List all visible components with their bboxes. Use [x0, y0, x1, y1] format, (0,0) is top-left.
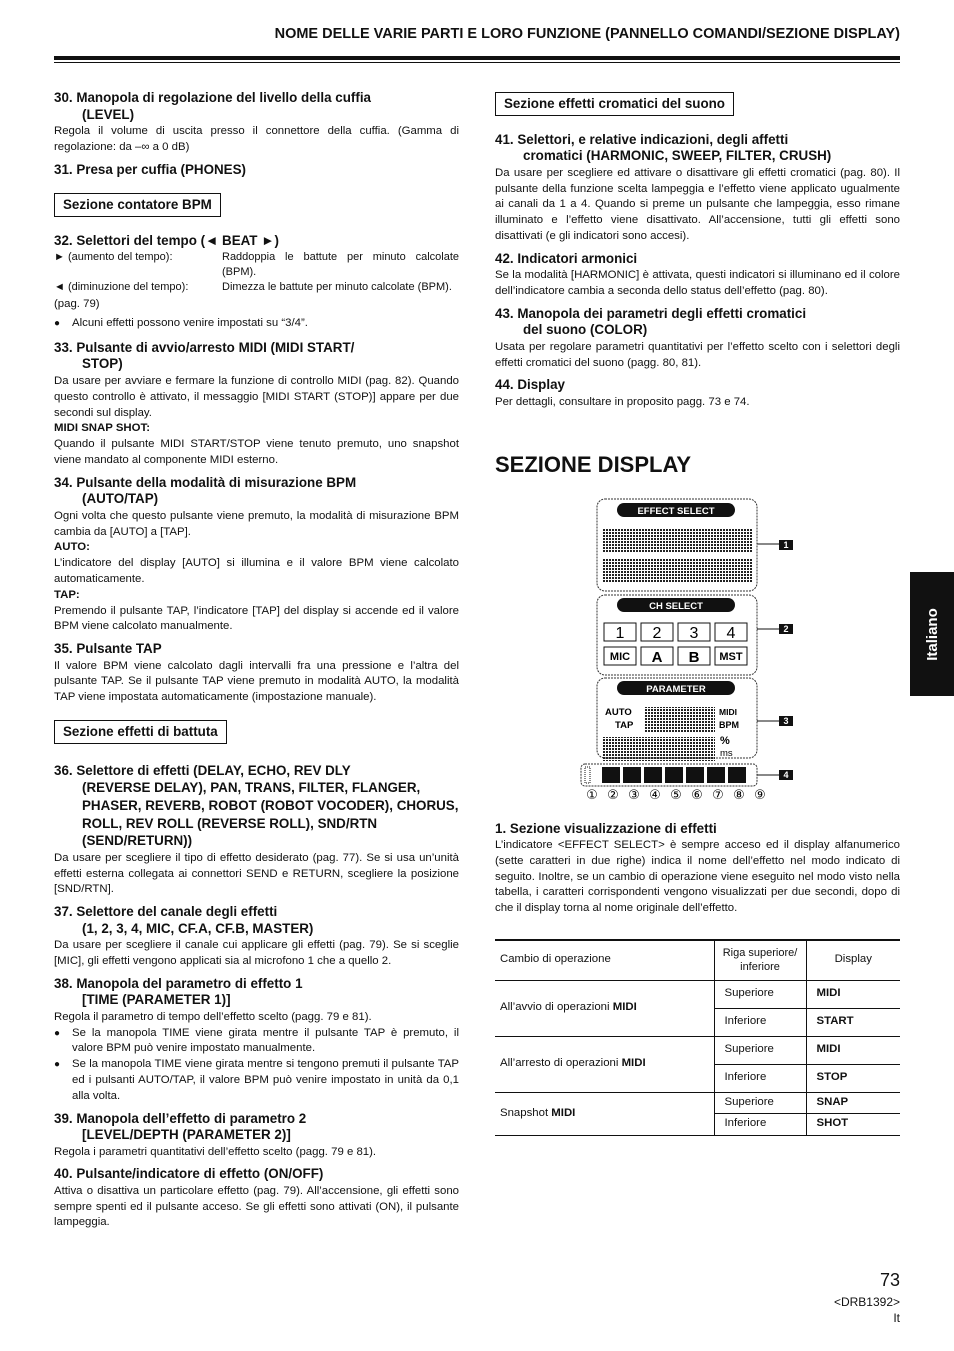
- bullet-32: ● Alcuni effetti possono venire impostati su “3/4”.: [54, 316, 459, 332]
- circle-2: ②: [607, 787, 619, 801]
- text-33-sub: MIDI SNAP SHOT:: [54, 422, 150, 435]
- table-row: [495, 980, 900, 1008]
- bullet-38b: ● Se la manopola TIME viene girata mentre si tengono premuti il pulsante TAP ed i pulsanti AUTO/TAP, il valore BPM può venire impostato in unità da 0,1 alla volta.: [54, 1057, 459, 1104]
- header-rule-thin: [54, 62, 900, 63]
- text-34-tap: TAP:: [54, 588, 80, 601]
- heading-38: 38. Manopola del parametro di effetto 1 [TIME (PARAMETER 1)]: [54, 975, 303, 1008]
- table-row: [495, 1036, 900, 1064]
- channel-boxes: [604, 623, 747, 642]
- circle-1: ①: [586, 787, 598, 801]
- text-39: Regola i parametri quantitativi dell’effetto scelto (pagg. 79 e 81).: [54, 1145, 377, 1158]
- mic-label: MIC: [609, 650, 631, 663]
- ch-label-4: 4: [726, 624, 736, 642]
- text-38: Regola il parametro di tempo dell’effetto scelto (pagg. 79 e 81).: [54, 1010, 372, 1023]
- page-number: 73: [879, 1270, 900, 1290]
- table-cell: Inferiore: [714, 1113, 806, 1135]
- heading-32: 32. Selettori del tempo (◄ BEAT ►): [54, 232, 279, 248]
- a-label: A: [651, 648, 663, 666]
- table-cell: STOP: [806, 1064, 900, 1092]
- heading-30: 30. Manopola di regolazione del livello della cuffia (LEVEL): [54, 90, 371, 122]
- table-header-row: [495, 940, 900, 980]
- heading-34: 34. Pulsante della modalità di misurazione BPM (AUTO/TAP): [54, 474, 357, 507]
- text-34-auto: AUTO:: [54, 541, 90, 554]
- doc-code-lang: It: [893, 1311, 900, 1325]
- circle-7: ⑦: [712, 787, 724, 801]
- table-cell: START: [806, 1008, 900, 1036]
- heading-37: 37. Selettore del canale degli effetti (1, 2, 3, 4, MIC, CF.A, CF.B, MASTER): [54, 904, 314, 936]
- meter-segment-1: [602, 767, 620, 783]
- text-32: (pag. 79): [54, 298, 100, 311]
- text-30: Regola il volume di uscita presso il connettore della cuffia. (Gamma di regolazione: da –∞ a 0 dB): [54, 125, 459, 153]
- table-cell: Inferiore: [714, 1064, 806, 1092]
- effect-select-label: EFFECT SELECT: [637, 505, 715, 517]
- left-column: [54, 86, 459, 1231]
- header-rule: [54, 56, 900, 60]
- meter-segment-7: [728, 767, 746, 783]
- heading-35: 35. Pulsante TAP: [54, 641, 162, 657]
- language-tab: [910, 572, 954, 696]
- ch-label-2: 2: [652, 624, 662, 642]
- level-meter: [585, 767, 746, 783]
- circle-3: ③: [628, 787, 640, 801]
- display-diagram-svg: [495, 481, 900, 801]
- circle-4: ④: [649, 787, 661, 801]
- meter-segment-2: [623, 767, 641, 783]
- heading-s1: 1. Sezione visualizzazione di effetti: [495, 820, 717, 836]
- heading-41: 41. Selettori, e relative indicazioni, degli affetti cromatici (HARMONIC, SWEEP, FILTER, CRUSH): [495, 131, 832, 164]
- section-title: SEZIONE DISPLAY: [495, 451, 692, 477]
- def-key: ► (aumento del tempo):: [54, 251, 173, 264]
- meter-segment-6: [707, 767, 725, 783]
- text-34: Ogni volta che questo pulsante viene premuto, la modalità di misurazione BPM cambia da [AUTO] a [TAP].: [54, 509, 459, 538]
- table-cell-op: Snapshot MIDI: [495, 1092, 714, 1135]
- ch-label-3: 3: [689, 624, 699, 642]
- right-column: [495, 78, 900, 1136]
- midi-indicator: MIDI: [719, 706, 737, 717]
- table-header: Display: [806, 940, 900, 980]
- table-row: [495, 1092, 900, 1113]
- parameter-label: PARAMETER: [646, 683, 706, 695]
- def-val: Raddoppia le battute per minuto calcolate (BPM).: [222, 251, 459, 279]
- tap-indicator: TAP: [615, 719, 634, 731]
- display-diagram: [495, 481, 900, 801]
- mst-label: MST: [719, 650, 743, 663]
- table-cell-op: All’avvio di operazioni MIDI: [495, 980, 714, 1036]
- text-33b: Quando il pulsante MIDI START/STOP viene tenuto premuto, uno snapshot viene mandato al componente MIDI esterno.: [54, 438, 459, 466]
- circle-5: ⑤: [670, 787, 682, 801]
- table-header: Cambio di operazione: [500, 953, 611, 966]
- text-34b: Premendo il pulsante TAP, l’indicatore [TAP] del display si accende ed il valore BPM viene calcolato manualmente.: [54, 604, 459, 633]
- deflist-32: [54, 250, 459, 295]
- operations-table: [495, 939, 900, 1136]
- table-cell: Inferiore: [714, 1008, 806, 1036]
- ms-indicator: ms: [720, 747, 733, 759]
- text-34a: L’indicatore del display [AUTO] si illumina e il valore BPM viene calcolato automaticamente.: [54, 557, 459, 585]
- text-36: Da usare per scegliere il tipo di effetto desiderato (pag. 77). Se si usa un’unità effetti esterna collegata ai connettori SEND e RETURN, scegliere la posizione [SND/RTN].: [54, 851, 459, 896]
- text-35: Il valore BPM viene calcolato dagli intervalli fra una pressione e l’altra del pulsante TAP. Se il pulsante TAP viene premuto in modalità AUTO, la modalità TAP viene impostata automaticamente (impostazione manuale).: [54, 659, 459, 704]
- text-43: Usata per regolare parametri quantitativi per l’effetto scelto con i selettori degli effetti cromatici del suono (pagg. 80, 81).: [495, 340, 900, 369]
- table-cell: SHOT: [806, 1113, 900, 1135]
- language-tab-label: Italiano: [923, 607, 941, 661]
- circle-6: ⑥: [691, 787, 703, 801]
- heading-39: 39. Manopola dell’effetto di parametro 2 [LEVEL/DEPTH (PARAMETER 2)]: [54, 1110, 307, 1143]
- heading-44: 44. Display: [495, 377, 565, 393]
- circle-8: ⑧: [733, 787, 745, 801]
- text-42: Se la modalità [HARMONIC] è attivata, questi indicatori si illuminano ed il colore dell’indicatore cambia a seconda dello status dell’effetto (pag. 80).: [495, 269, 900, 298]
- heading-33: 33. Pulsante di avvio/arresto MIDI (MIDI START/ STOP): [54, 339, 355, 372]
- table-cell: Superiore: [714, 1092, 806, 1113]
- table-cell: MIDI: [806, 980, 900, 1008]
- table-cell: SNAP: [806, 1092, 900, 1113]
- text-s1: L’indicatore <EFFECT SELECT> è sempre acceso ed il display alfanumerico (sette caratteri in due righe) indica il nome dell’effetto nel modo indicato di seguito. Inoltre, se un cambio di operazione viene eseguito nel modo visto nella tabella, i caratteri corrispondenti vengono visualizzati per due secondi, dopo di che il display torna al nome originale dell’effetto.: [495, 839, 900, 915]
- heading-31: 31. Presa per cuffia (PHONES): [54, 161, 247, 177]
- circled-numbers: [586, 788, 766, 801]
- def-val: Dimezza le battute per minuto calcolate (BPM).: [222, 281, 452, 294]
- def-key: ◄ (diminuzione del tempo):: [54, 281, 189, 294]
- text-37: Da usare per scegliere il canale cui applicare gli effetti (pag. 79). Se si sceglie [MIC], gli effetti vengono applicati sia al microfono 1 che a quello 2.: [54, 939, 459, 967]
- section-color: Sezione effetti cromatici del suono: [495, 92, 734, 116]
- page-header: NOME DELLE VARIE PARTI E LORO FUNZIONE (PANNELLO COMANDI/SEZIONE DISPLAY): [274, 26, 900, 42]
- ch-select-label: CH SELECT: [649, 600, 703, 612]
- callout-3: 3: [783, 715, 789, 726]
- doc-code-id: <DRB1392>: [833, 1295, 900, 1309]
- effect-dot-matrix: [603, 529, 753, 583]
- b-label: B: [688, 648, 700, 666]
- text-40: Attiva o disattiva un particolare effetto (pag. 79). All’accensione, gli effetti sono sempre spenti ed il pulsante acceso. Se gli effetti sono attivati (ON), il pulsante lampeggia.: [54, 1184, 459, 1229]
- meter-segment-0: [585, 767, 590, 783]
- meter-segment-4: [665, 767, 683, 783]
- table-cell: Superiore: [714, 1036, 806, 1064]
- bullet-38a: ● Se la manopola TIME viene girata mentre il pulsante TAP è premuto, il valore BPM può venire impostato manualmente.: [54, 1026, 459, 1058]
- table-cell: Superiore: [714, 980, 806, 1008]
- ch-label-1: 1: [615, 624, 625, 642]
- table-cell-op: All’arresto di operazioni MIDI: [495, 1036, 714, 1092]
- circle-9: ⑨: [754, 787, 766, 801]
- text-41: Da usare per scegliere ed attivare o disattivare gli effetti cromatici (pag. 80). Il pulsante della funzione scelta lampeggia e l’effetto viene applicato ugualmente ai canali da 1 a 4. Quando si preme un pulsante che lampeggia, esso rimane illuminato e l’effetto viene disattivato. All’accensione, tutti gli effetti sono disattivati (e gli indicatori sono accesi).: [495, 166, 900, 242]
- callout-2: 2: [783, 623, 789, 634]
- heading-42: 42. Indicatori armonici: [495, 250, 638, 266]
- section-bpm: Sezione contatore BPM: [54, 193, 221, 217]
- heading-36: 36. Selettore di effetti (DELAY, ECHO, REV DLY (REVERSE DELAY), PAN, TRANS, FILTER, FLANGER, PHASER, REVERB, ROBOT (ROBOT VOCODER), CHORUS, ROLL, REV ROLL (REVERSE ROLL), SND/RTN (SEND/RETURN)): [54, 762, 459, 849]
- auto-indicator: AUTO: [605, 706, 632, 718]
- text-33: Da usare per avviare e fermare la funzione di controllo MIDI (pag. 82). Quando questo controllo è attivato, il messaggio [MIDI START (STOP)] appare per due secondi sul display.: [54, 374, 459, 419]
- section-beat: Sezione effetti di battuta: [54, 720, 227, 744]
- meter-segment-5: [686, 767, 704, 783]
- table-cell: MIDI: [806, 1036, 900, 1064]
- callout-1: 1: [783, 539, 789, 550]
- table-header: Riga superiore/ inferiore: [714, 940, 806, 980]
- source-boxes: [604, 647, 747, 666]
- heading-43: 43. Manopola dei parametri degli effetti cromatici del suono (COLOR): [495, 305, 807, 338]
- text-44: Per dettagli, consultare in proposito pagg. 73 e 74.: [495, 395, 750, 408]
- callout-4: 4: [783, 769, 789, 780]
- percent-indicator: %: [720, 734, 730, 747]
- meter-segment-3: [644, 767, 662, 783]
- doc-code: [834, 1294, 900, 1326]
- bpm-indicator: BPM: [719, 719, 739, 730]
- heading-40: 40. Pulsante/indicatore di effetto (ON/OFF): [54, 1166, 324, 1182]
